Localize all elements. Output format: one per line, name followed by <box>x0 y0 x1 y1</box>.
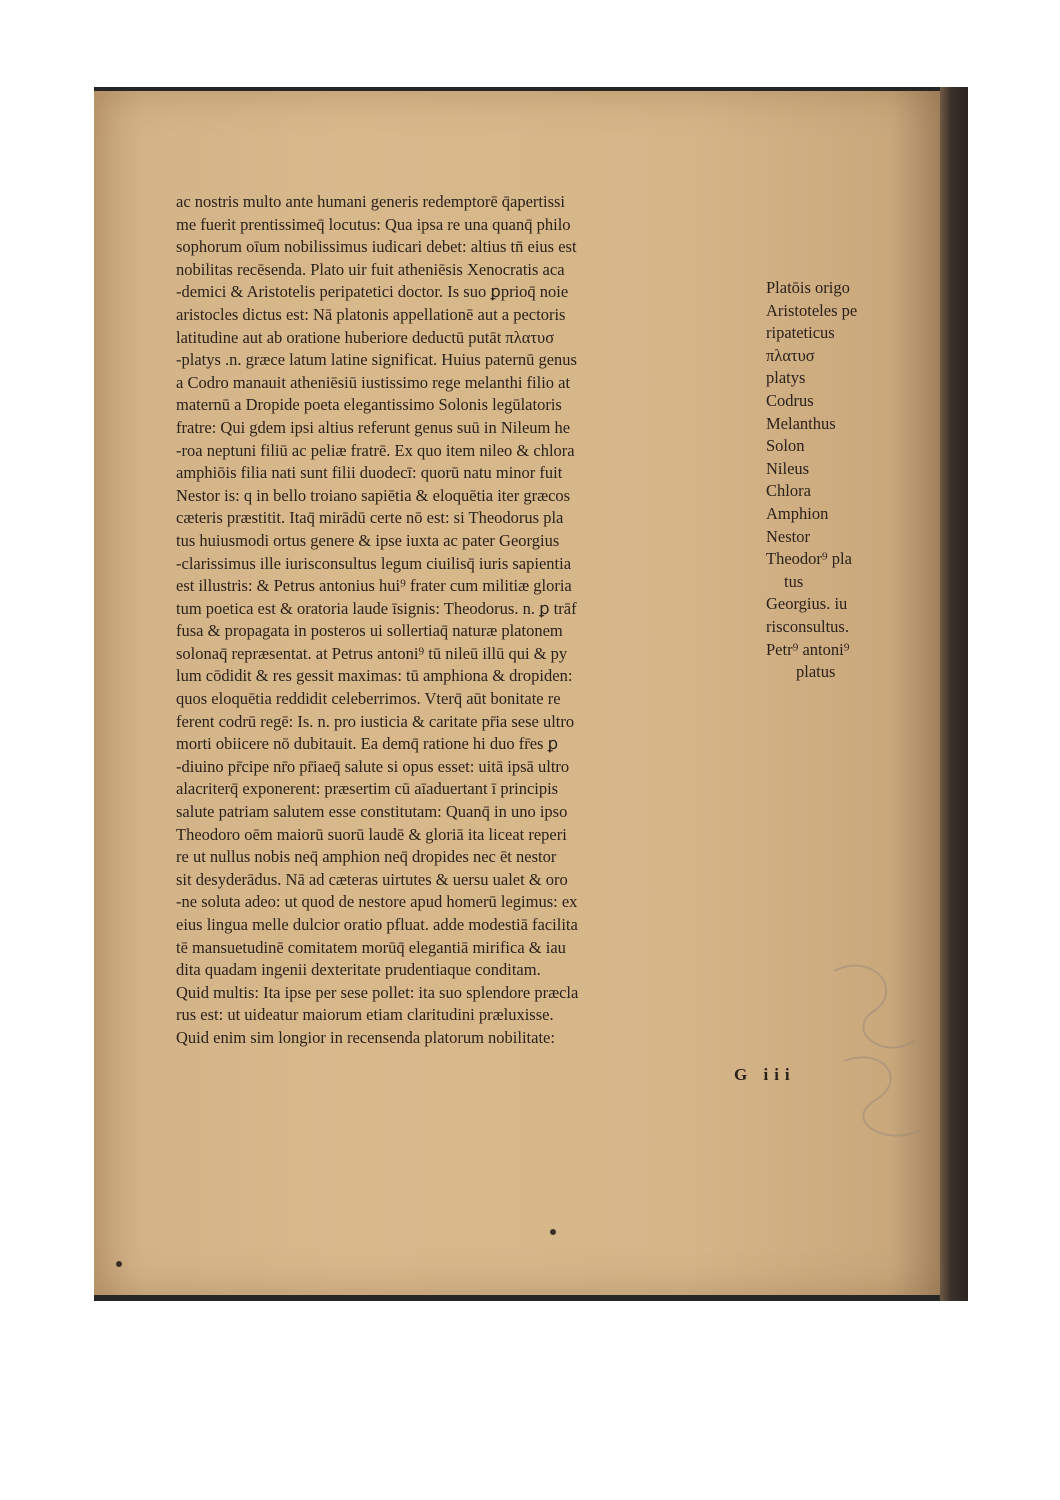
margin-note: Theodor⁹ pla <box>766 549 852 569</box>
ink-dot <box>550 1229 556 1235</box>
text-line: amphiōis filia nati sunt filii duodecī: quorū natu minor fuit <box>176 463 563 483</box>
paper-leaf <box>94 91 940 1295</box>
text-line: -demici & Aristotelis peripatetici doctor. Is suo ꝑprioq̄ noie <box>176 282 569 302</box>
margin-note: Solon <box>766 436 805 456</box>
margin-note: πλατυσ <box>766 345 815 365</box>
text-line: rus est: ut uideatur maiorum etiam claritudini præluxisse. <box>176 1005 554 1025</box>
margin-note: Amphion <box>766 504 829 523</box>
margin-note: Melanthus <box>766 413 836 433</box>
text-line: -roa neptuni filiū ac peliæ fratrē. Ex quo item nileo & chlora <box>176 440 575 460</box>
text-line: Quid multis: Ita ipse per sese pollet: ita suo splendore præcla <box>176 982 579 1002</box>
text-line: ferent codrū regē: Is. n. pro iusticia & caritate pr̄ia sese ultro <box>176 711 575 731</box>
text-line: Theodoro oēm maiorū suorū laudē & gloriā ita liceat reperi <box>176 824 567 844</box>
text-line: nobilitas recēsenda. Plato uir fuit atheniēsis Xenocratis aca <box>176 259 565 279</box>
margin-note: Petr⁹ antoni⁹ <box>766 639 850 659</box>
text-line: solonaq̄ repræsentat. at Petrus antoni⁹ tū nileū illū qui & py <box>176 643 568 663</box>
text-line: cæteris præstitit. Itaq̄ mirādū certe nō est: si Theodorus pla <box>176 508 564 528</box>
margin-note: platys <box>766 368 806 388</box>
text-line: aristocles dictus est: Nā platonis appellationē aut a pectoris <box>176 304 566 324</box>
text-line: dita quadam ingenii dexteritate prudentiaque conditam. <box>176 960 541 980</box>
page-edge <box>940 87 968 1301</box>
signature-mark: G iii <box>734 1065 796 1084</box>
text-line: lum cōdidit & res gessit maximas: tū amphiona & dropiden: <box>176 666 573 686</box>
text-line: Quid enim sim longior in recensenda platorum nobilitate: <box>176 1027 555 1047</box>
text-line: fusa & propagata in posteros ui sollertiaq̄ naturæ platonem <box>176 621 563 641</box>
scanned-page <box>94 87 968 1301</box>
margin-note: ripateticus <box>766 323 835 343</box>
text-line: -platys .n. græce latum latine significat. Huius paternū genus <box>176 350 577 370</box>
text-line: -diuino pr̄cipe nr̄o pr̄iaeq̄ salute si opus esset: uitā ipsā ultro <box>176 756 570 776</box>
margin-note: Codrus <box>766 391 814 410</box>
text-line: tum poetica est & oratoria laude īsignis: Theodorus. n. ꝑ trāf <box>176 598 577 618</box>
text-line: morti obiicere nō dubitauit. Ea demq̄ ratione hi duo fr̄es ꝑ <box>176 734 559 754</box>
library-stamp <box>814 951 934 1151</box>
margin-note: tus <box>784 571 804 591</box>
margin-note: platus <box>796 662 836 682</box>
text-line: quos eloquētia reddidit celeberrimos. Vterq̄ aūt bonitate re <box>176 689 561 709</box>
text-line: fratre: Qui gdem ipsi altius referunt genus suū in Nileum he <box>176 417 571 437</box>
text-line: me fuerit prentissimeq̄ locutus: Qua ipsa re una quanq̄ philo <box>176 214 571 234</box>
text-line: eius lingua melle dulcior oratio pfluat. adde modestiā facilita <box>176 915 578 934</box>
text-line: tus huiusmodi ortus genere & ipse iuxta ac pater Georgius <box>176 530 560 550</box>
text-line: latitudine aut ab oratione huberiore deductū putāt πλατυσ <box>176 327 555 347</box>
text-line: sophorum oīum nobilissimus iudicari debet: altius tn̄ eius est <box>176 237 577 257</box>
text-line: re ut nullus nobis neq̄ amphion neq̄ dropides nec ēt nestor <box>176 847 557 867</box>
text-line: ac nostris multo ante humani generis redemptorē q̄apertissi <box>176 192 566 211</box>
margin-note: Chlora <box>766 481 811 501</box>
main-text-column <box>176 191 776 1050</box>
margin-note: Georgius. iu <box>766 594 848 614</box>
text-line: Nestor is: q in bello troiano sapiētia & eloquētia iter græcos <box>176 485 571 505</box>
margin-note: Platōis origo <box>766 278 850 297</box>
margin-note: risconsultus. <box>766 617 849 636</box>
margin-note: Aristoteles pe <box>766 300 858 320</box>
margin-note: Nileus <box>766 458 810 478</box>
text-line: est illustris: & Petrus antonius hui⁹ frater cum militiæ gloria <box>176 576 572 596</box>
text-line: sit desyderādus. Nā ad cæteras uirtutes & uersu ualet & oro <box>176 869 568 889</box>
text-line: a Codro manauit atheniēsiū iustissimo rege melanthi filio at <box>176 372 571 392</box>
text-line: tē mansuetudinē comitatem morūq̄ elegantiā mirifica & iau <box>176 937 566 957</box>
text-line: maternū a Dropide poeta elegantissimo Solonis legūlatoris <box>176 395 562 415</box>
text-line: -clarissimus ille iurisconsultus legum ciuilisq̄ iuris sapientia <box>176 553 572 573</box>
text-line: alacriterq̄ exponerent: præsertim cū aīaduertant ī principis <box>176 779 559 799</box>
text-line: -ne soluta adeo: ut quod de nestore apud homerū legimus: ex <box>176 892 578 912</box>
margin-note: Nestor <box>766 526 810 546</box>
text-line: salute patriam salutem esse constitutam: Quanq̄ in uno ipso <box>176 802 568 822</box>
ink-dot <box>116 1261 122 1267</box>
